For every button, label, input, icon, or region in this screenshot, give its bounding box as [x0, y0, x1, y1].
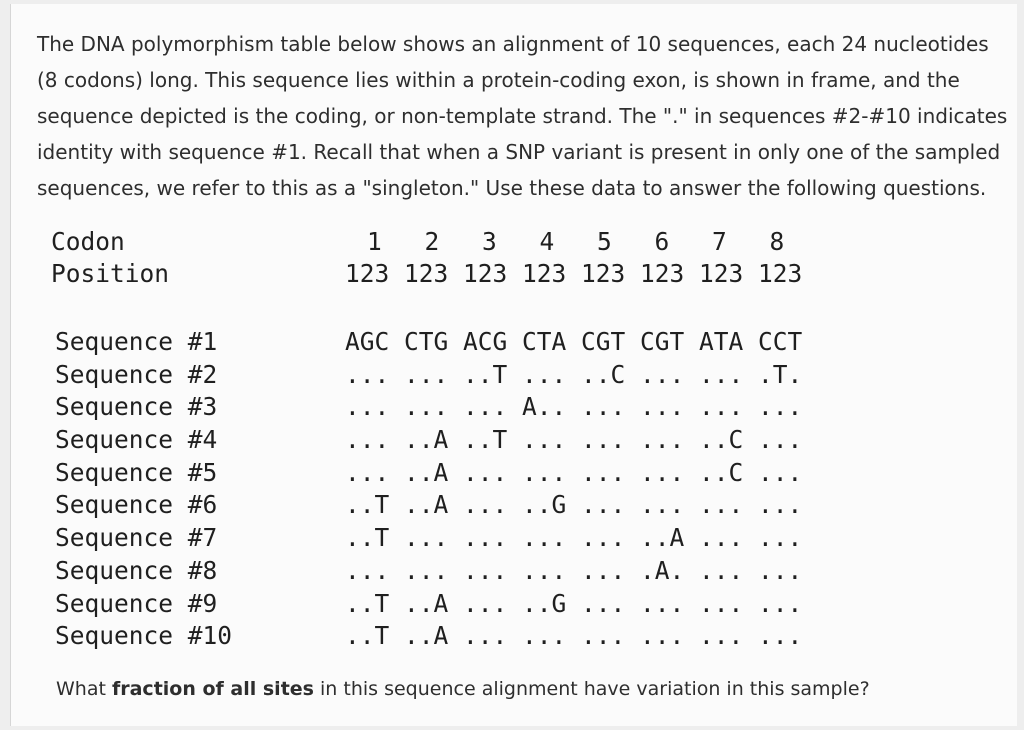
header-labels [51, 226, 169, 290]
intro-paragraph: The DNA polymorphism table below shows an alignment of 10 sequences, each 24 nucleotides (8 codons) long. This sequence lies within a protein-coding exon, is shown in frame, and the sequence depicted is the coding, or non-template strand. The "." in sequences #2-#10 indicates identity with sequence #1. Recall that when a SNP variant is present in only one of the sampled sequences, we refer to this as a "singleton." Use these data to answer the following questions. [37, 32, 1008, 200]
codon-number-row: 1 2 3 4 5 6 7 8 [367, 227, 785, 256]
sequence-data: ... ... ... ... ... .A. ... ... [345, 555, 803, 585]
question-suffix: in this sequence alignment have variation in this sample? [313, 678, 870, 700]
sequence-data: ... ..A ..T ... ... ... ..C ... [345, 425, 803, 455]
sequence-label: Sequence #8 [55, 555, 218, 585]
sequence-data: ..T ..A ... ... ... ... ... ... [345, 621, 803, 651]
sequence-data: ..T ..A ... ..G ... ... ... ... [345, 588, 803, 618]
question-card [10, 4, 1017, 726]
sequence-label: Sequence #6 [55, 490, 218, 520]
sequence-data: ... ..A ... ... ... ... ..C ... [345, 457, 803, 487]
sequence-data: ..T ..A ... ..G ... ... ... ... [345, 490, 803, 520]
sequence-label: Sequence #7 [55, 523, 218, 553]
sequence-label: Sequence #10 [55, 621, 233, 651]
codon-header-label: Codon [51, 227, 125, 256]
sequence-label: Sequence #9 [55, 588, 218, 618]
sequence-label: Sequence #4 [55, 425, 218, 455]
sequence-label: Sequence #1 [55, 327, 218, 356]
sequence-data: AGC CTG ACG CTA CGT CGT ATA CCT [345, 327, 803, 356]
sequence-label: Sequence #3 [55, 392, 218, 422]
position-number-row: 123 123 123 123 123 123 123 123 [345, 259, 803, 288]
sequence-data: ... ... ... A.. ... ... ... ... [345, 392, 803, 422]
sequence-label: Sequence #5 [55, 457, 218, 487]
sequence-label: Sequence #2 [55, 359, 218, 389]
sequence-data: ... ... ..T ... ..C ... ... .T. [345, 359, 803, 389]
question-text [56, 678, 870, 700]
question-bold: fraction of all sites [111, 678, 314, 700]
position-header-label: Position [51, 259, 170, 288]
question-prefix: What [56, 678, 112, 700]
sequence-data: ..T ... ... ... ... ..A ... ... [345, 523, 803, 553]
